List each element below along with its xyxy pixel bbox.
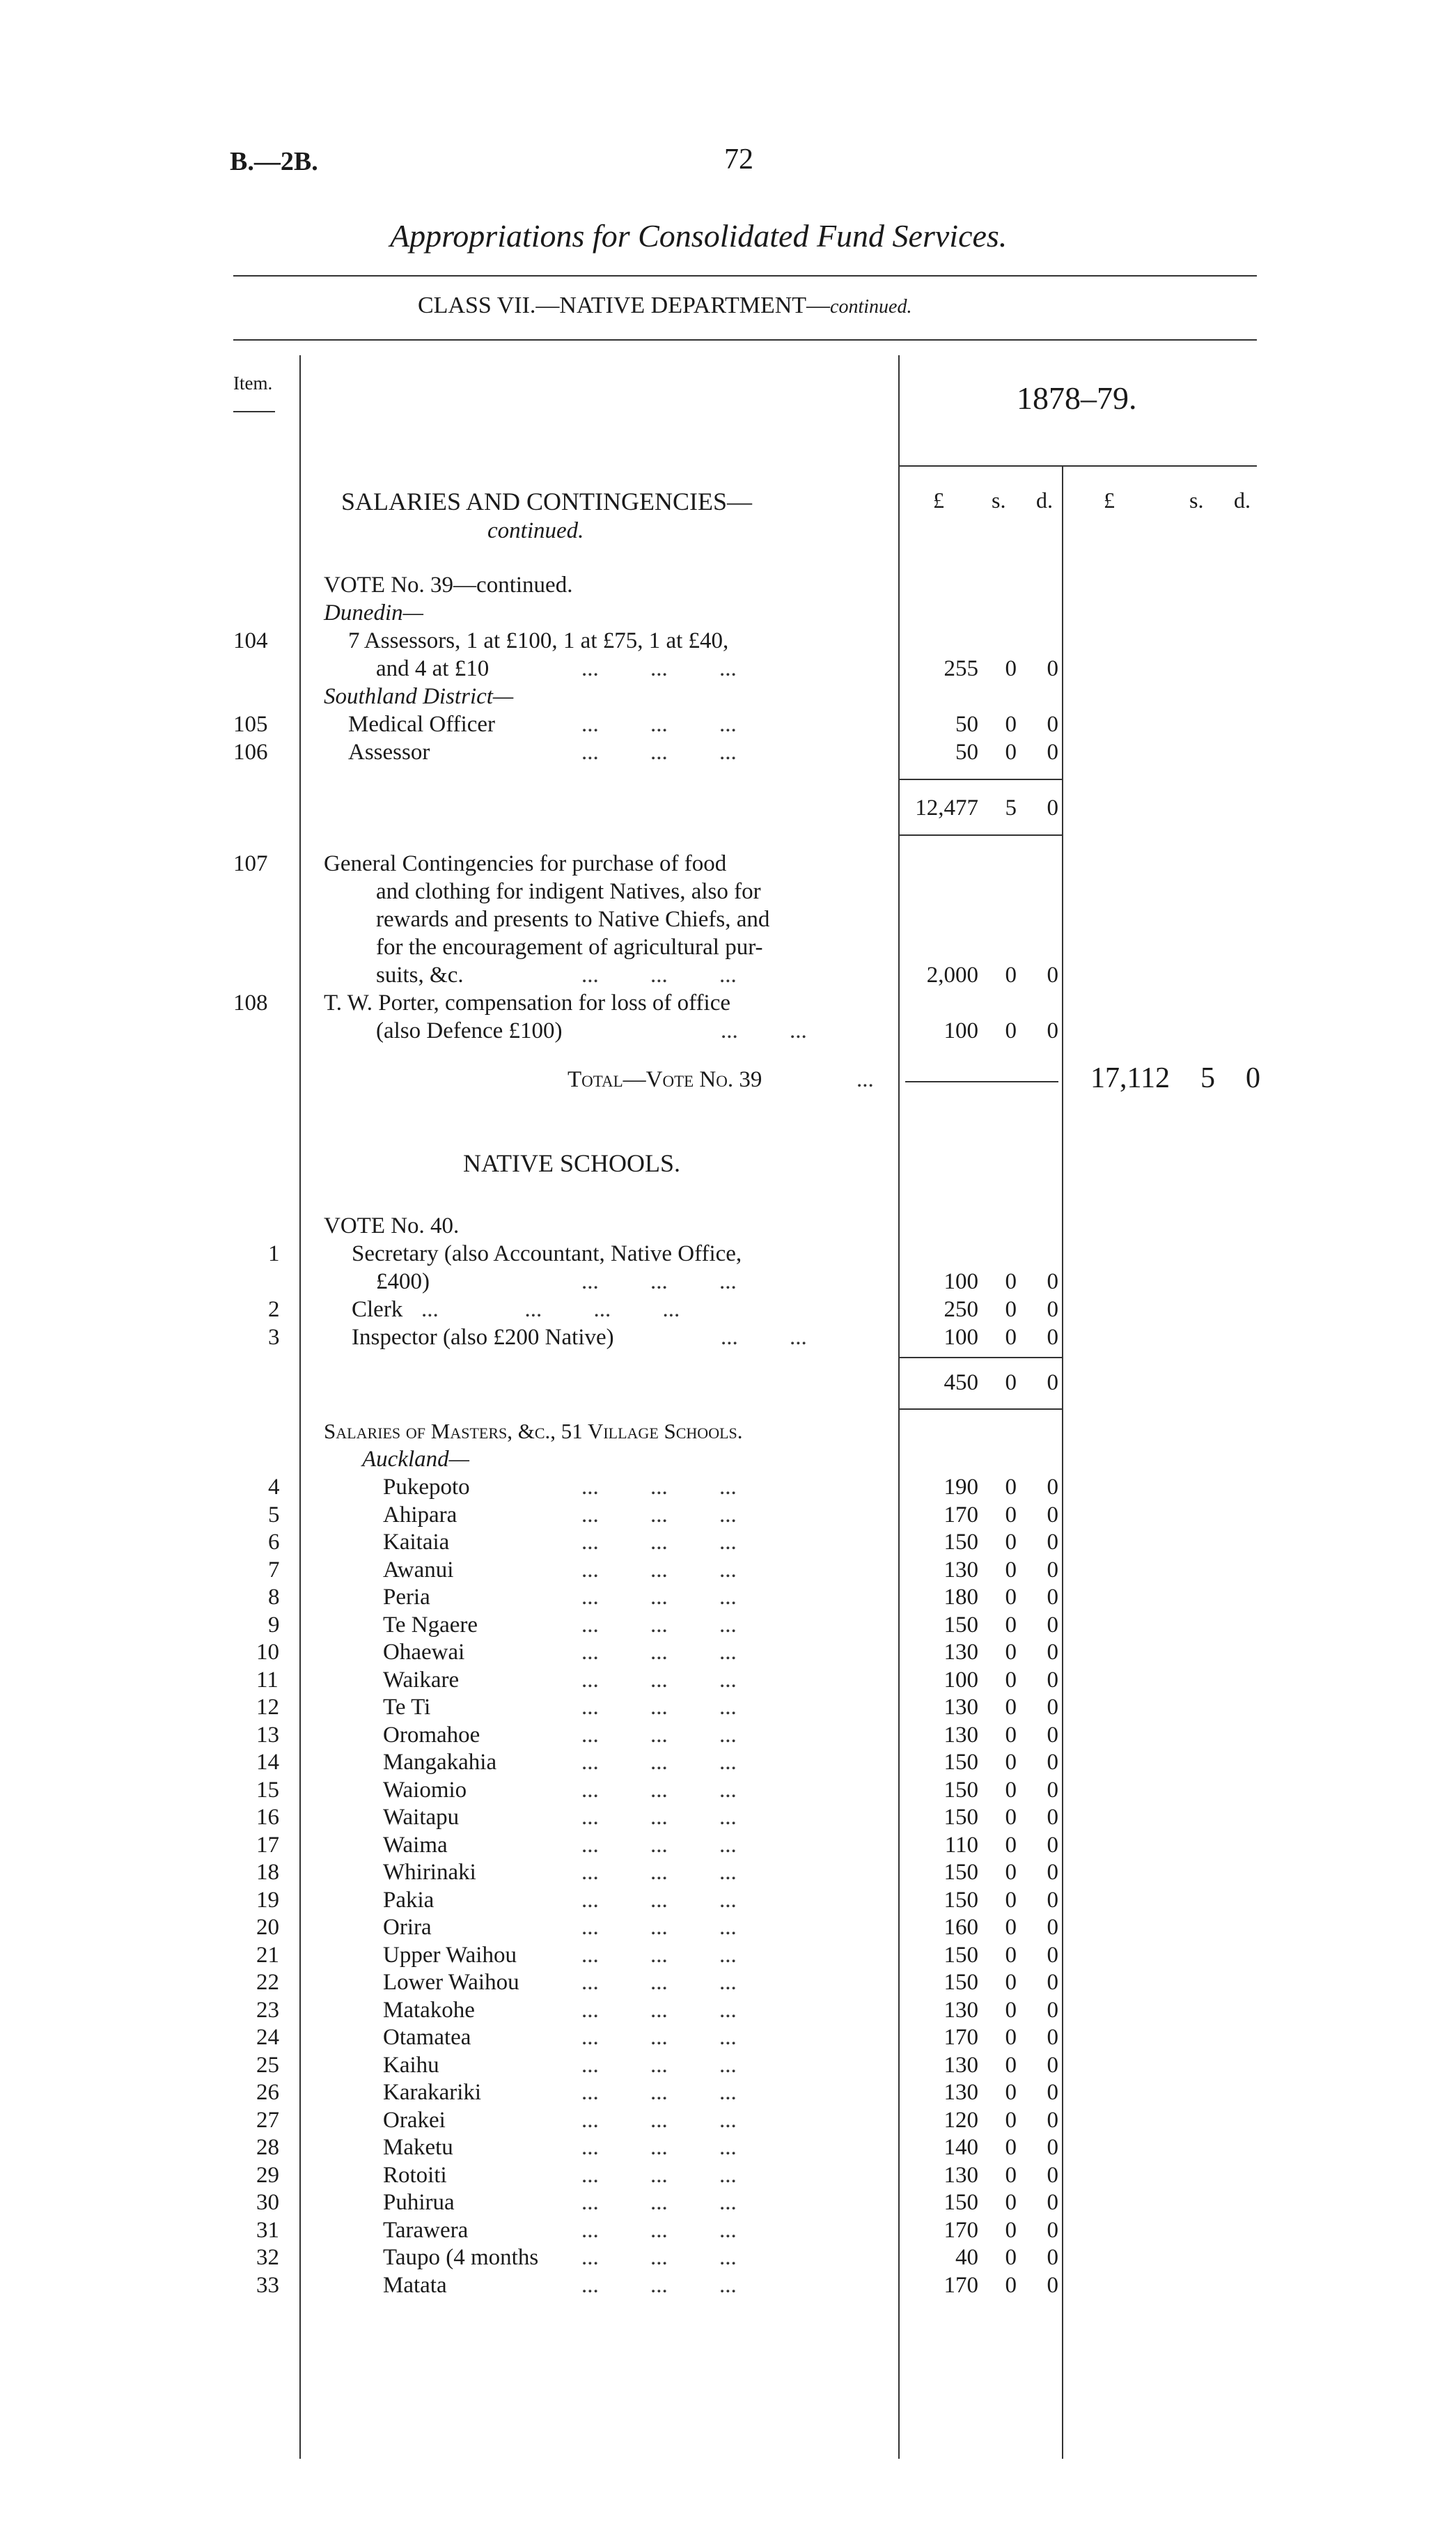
subtotal-rule bbox=[900, 1357, 1062, 1358]
item-number: 26 bbox=[256, 2080, 279, 2105]
amount-pence: 0 bbox=[1047, 2053, 1058, 2078]
school-name: Lower Waihou bbox=[383, 1970, 519, 1995]
total-dash bbox=[905, 1081, 1058, 1082]
leader-dots: ... ... ... bbox=[581, 1640, 737, 1665]
amount-pence: 0 bbox=[1047, 2025, 1058, 2050]
pence-header-total: d. bbox=[1234, 488, 1251, 513]
leader-dots: ... ... ... bbox=[581, 1723, 737, 1748]
leader-dots: ... ... ... bbox=[581, 2025, 737, 2050]
row-description: 7 Assessors, 1 at £100, 1 at £75, 1 at £40, bbox=[348, 628, 729, 653]
amount-shillings: 0 bbox=[1005, 1970, 1017, 1995]
amount-pence: 0 bbox=[1047, 1998, 1058, 2023]
school-name: Orira bbox=[383, 1915, 432, 1940]
amount-pounds: 170 bbox=[944, 2025, 978, 2050]
amount-pence: 0 bbox=[1047, 2163, 1058, 2188]
row-description: Inspector (also £200 Native) bbox=[352, 1325, 614, 1350]
item-number: 30 bbox=[256, 2190, 279, 2215]
amount-pence: 0 bbox=[1047, 2273, 1058, 2298]
item-number: 25 bbox=[256, 2053, 279, 2078]
leader-dots: ... ... ... bbox=[581, 1915, 737, 1940]
amount-pence: 0 bbox=[1047, 1833, 1058, 1858]
total-column-rule bbox=[1062, 467, 1063, 2459]
item-number: 108 bbox=[233, 990, 268, 1016]
native-schools-heading: NATIVE SCHOOLS. bbox=[463, 1149, 681, 1177]
amount-pence: 0 bbox=[1047, 1585, 1058, 1610]
amount-pounds: 40 bbox=[955, 2245, 978, 2270]
item-number: 22 bbox=[256, 1970, 279, 1995]
amount-shillings: 0 bbox=[1005, 2025, 1017, 2050]
item-number: 107 bbox=[233, 851, 268, 876]
subtotal-rule-bottom bbox=[900, 834, 1062, 836]
class-heading: CLASS VII.—NATIVE DEPARTMENT—continued. bbox=[418, 293, 912, 318]
amount-pounds: 150 bbox=[944, 1778, 978, 1803]
row-description: Clerk bbox=[352, 1297, 403, 1322]
school-name: Waima bbox=[383, 1833, 448, 1858]
item-number: 17 bbox=[256, 1833, 279, 1858]
item-number: 23 bbox=[256, 1998, 279, 2023]
amount-pence: 0 bbox=[1047, 1943, 1058, 1968]
amount-pounds: 150 bbox=[944, 1805, 978, 1830]
amount-shillings: 0 bbox=[1005, 1018, 1017, 1043]
school-name: Oromahoe bbox=[383, 1723, 480, 1748]
page-number: 72 bbox=[724, 143, 753, 176]
leader-dots: ... ... ... bbox=[581, 740, 737, 765]
amount-pence: 0 bbox=[1047, 2108, 1058, 2133]
amount-pounds: 130 bbox=[944, 1640, 978, 1665]
amount-pounds: 120 bbox=[944, 2108, 978, 2133]
leader-dots: ... ... ... bbox=[581, 1269, 737, 1294]
item-number: 106 bbox=[233, 740, 268, 765]
amount-pence: 0 bbox=[1047, 2218, 1058, 2243]
section-heading: SALARIES AND CONTINGENCIES— bbox=[341, 488, 753, 515]
total-shillings: 5 bbox=[1200, 1062, 1215, 1094]
school-name: Orakei bbox=[383, 2108, 446, 2133]
amount-shillings: 0 bbox=[1005, 1750, 1017, 1775]
leader-dots: ... ... ... bbox=[581, 1998, 737, 2023]
amount-shillings: 0 bbox=[1005, 1695, 1017, 1720]
school-name: Matata bbox=[383, 2273, 447, 2298]
school-name: Kaitaia bbox=[383, 1530, 450, 1555]
item-number: 105 bbox=[233, 712, 268, 737]
item-number: 33 bbox=[256, 2273, 279, 2298]
amount-shillings: 0 bbox=[1005, 1640, 1017, 1665]
school-name: Karakariki bbox=[383, 2080, 482, 2105]
row-description: General Contingencies for purchase of food bbox=[324, 851, 727, 876]
item-number: 3 bbox=[268, 1325, 280, 1350]
amount-pence: 0 bbox=[1047, 656, 1058, 681]
amount-pounds: 100 bbox=[944, 1325, 978, 1350]
school-name: Upper Waihou bbox=[383, 1943, 517, 1968]
item-number: 14 bbox=[256, 1750, 279, 1775]
item-number: 9 bbox=[268, 1612, 280, 1638]
district-southland: Southland District— bbox=[324, 684, 514, 709]
amount-shillings: 0 bbox=[1005, 1860, 1017, 1885]
item-number: 27 bbox=[256, 2108, 279, 2133]
subtotal-shillings: 5 bbox=[1005, 795, 1017, 821]
leader-dots: ... ... ... bbox=[581, 1695, 737, 1720]
amount-shillings: 0 bbox=[1005, 2273, 1017, 2298]
school-name: Mangakahia bbox=[383, 1750, 497, 1775]
school-name: Rotoiti bbox=[383, 2163, 447, 2188]
amount-pounds: 130 bbox=[944, 2163, 978, 2188]
leader-dots: ... ... ... bbox=[581, 656, 737, 681]
item-number: 31 bbox=[256, 2218, 279, 2243]
school-name: Otamatea bbox=[383, 2025, 471, 2050]
amount-pence: 0 bbox=[1047, 1915, 1058, 1940]
amount-pounds: 190 bbox=[944, 1475, 978, 1500]
amount-pounds: 130 bbox=[944, 1998, 978, 2023]
amount-shillings: 0 bbox=[1005, 1888, 1017, 1913]
amount-pence: 0 bbox=[1047, 1612, 1058, 1638]
school-name: Whirinaki bbox=[383, 1860, 476, 1885]
amount-shillings: 0 bbox=[1005, 1998, 1017, 2023]
amount-pence: 0 bbox=[1047, 1970, 1058, 1995]
amount-shillings: 0 bbox=[1005, 1557, 1017, 1583]
amount-pounds: 250 bbox=[944, 1297, 978, 1322]
school-name: Peria bbox=[383, 1585, 430, 1610]
amount-pounds: 50 bbox=[955, 712, 978, 737]
vote-39-label: VOTE No. 39—continued. bbox=[324, 573, 573, 598]
item-number: 1 bbox=[268, 1241, 280, 1266]
item-number: 12 bbox=[256, 1695, 279, 1720]
amount-pence: 0 bbox=[1047, 1502, 1058, 1528]
amount-pence: 0 bbox=[1047, 1888, 1058, 1913]
amount-pence: 0 bbox=[1047, 1723, 1058, 1748]
pound-header: £ bbox=[933, 488, 944, 513]
leader-dots: ... ... ... bbox=[581, 2053, 737, 2078]
item-number: 8 bbox=[268, 1585, 280, 1610]
row-description: (also Defence £100) bbox=[376, 1018, 563, 1043]
school-name: Pakia bbox=[383, 1888, 435, 1913]
amount-shillings: 0 bbox=[1005, 1668, 1017, 1693]
school-name: Taupo (4 months bbox=[383, 2245, 539, 2270]
amount-pence: 0 bbox=[1047, 1640, 1058, 1665]
amount-pence: 0 bbox=[1047, 2190, 1058, 2215]
amount-pounds: 150 bbox=[944, 1970, 978, 1995]
school-name: Tarawera bbox=[383, 2218, 469, 2243]
amount-pounds: 130 bbox=[944, 2080, 978, 2105]
amount-pence: 0 bbox=[1047, 1695, 1058, 1720]
item-number: 28 bbox=[256, 2135, 279, 2160]
amount-shillings: 0 bbox=[1005, 1778, 1017, 1803]
row-description: £400) bbox=[376, 1269, 430, 1294]
subtotal-rule-bottom bbox=[900, 1408, 1062, 1410]
amount-pounds: 110 bbox=[944, 1833, 978, 1858]
section-heading-continued: continued. bbox=[487, 518, 584, 543]
leader-dots: ... bbox=[856, 1067, 874, 1092]
row-description: suits, &c. bbox=[376, 963, 464, 988]
total-pounds: 17,112 bbox=[1090, 1062, 1170, 1094]
document-code: B.—2B. bbox=[230, 147, 318, 176]
leader-dots: ... ... ... bbox=[581, 2080, 737, 2105]
amount-pounds: 140 bbox=[944, 2135, 978, 2160]
row-description: Medical Officer bbox=[348, 712, 496, 737]
leader-dots: ... ... ... ... bbox=[421, 1297, 680, 1322]
amount-pounds: 170 bbox=[944, 2218, 978, 2243]
subtotal-pounds: 450 bbox=[944, 1370, 978, 1395]
shilling-header-total: s. bbox=[1189, 488, 1204, 513]
row-description: Assessor bbox=[348, 740, 430, 765]
row-description: for the encouragement of agricultural pur- bbox=[376, 935, 763, 960]
item-number: 24 bbox=[256, 2025, 279, 2050]
amount-pounds: 150 bbox=[944, 1530, 978, 1555]
leader-dots: ... ... ... bbox=[581, 1943, 737, 1968]
item-number: 16 bbox=[256, 1805, 279, 1830]
amount-shillings: 0 bbox=[1005, 1502, 1017, 1528]
amount-pence: 0 bbox=[1047, 2245, 1058, 2270]
total-pence: 0 bbox=[1246, 1062, 1260, 1094]
school-name: Ahipara bbox=[383, 1502, 457, 1528]
school-name: Te Ngaere bbox=[383, 1612, 478, 1638]
amount-pounds: 100 bbox=[944, 1018, 978, 1043]
item-label-underline bbox=[233, 411, 275, 412]
leader-dots: ... ... ... bbox=[581, 2190, 737, 2215]
district-auckland: Auckland— bbox=[362, 1447, 469, 1472]
amount-pence: 0 bbox=[1047, 1475, 1058, 1500]
amount-shillings: 0 bbox=[1005, 1805, 1017, 1830]
amount-pounds: 150 bbox=[944, 1860, 978, 1885]
amount-shillings: 0 bbox=[1005, 2135, 1017, 2160]
leader-dots: ... ... ... bbox=[581, 2135, 737, 2160]
row-description: T. W. Porter, compensation for loss of office bbox=[324, 990, 731, 1016]
amount-pence: 0 bbox=[1047, 1018, 1058, 1043]
leader-dots: ... ... ... bbox=[581, 1750, 737, 1775]
item-number: 11 bbox=[256, 1668, 279, 1693]
leader-dots: ... ... ... bbox=[581, 2273, 737, 2298]
item-number: 6 bbox=[268, 1530, 280, 1555]
school-name: Puhirua bbox=[383, 2190, 455, 2215]
title-rule bbox=[233, 275, 1257, 277]
school-name: Waitapu bbox=[383, 1805, 460, 1830]
row-description: and 4 at £10 bbox=[376, 656, 490, 681]
amount-shillings: 0 bbox=[1005, 656, 1017, 681]
leader-dots: ... ... ... bbox=[581, 2108, 737, 2133]
page-title: Appropriations for Consolidated Fund Services. bbox=[390, 218, 1008, 254]
item-number: 104 bbox=[233, 628, 268, 653]
item-number: 21 bbox=[256, 1943, 279, 1968]
amount-shillings: 0 bbox=[1005, 1297, 1017, 1322]
leader-dots: ... ... ... bbox=[581, 1833, 737, 1858]
amount-pence: 0 bbox=[1047, 1297, 1058, 1322]
subtotal-pence: 0 bbox=[1047, 1370, 1058, 1395]
amount-shillings: 0 bbox=[1005, 1612, 1017, 1638]
vote-total-label: Total—Vote No. 39 bbox=[567, 1067, 762, 1092]
school-name: Waiomio bbox=[383, 1778, 467, 1803]
row-description: and clothing for indigent Natives, also for bbox=[376, 879, 761, 904]
amount-pence: 0 bbox=[1047, 740, 1058, 765]
pence-header: d. bbox=[1036, 488, 1053, 513]
amount-pounds: 180 bbox=[944, 1585, 978, 1610]
item-number: 10 bbox=[256, 1640, 279, 1665]
amount-shillings: 0 bbox=[1005, 1585, 1017, 1610]
amount-pounds: 130 bbox=[944, 2053, 978, 2078]
amount-shillings: 0 bbox=[1005, 1530, 1017, 1555]
amount-pence: 0 bbox=[1047, 963, 1058, 988]
subtotal-shillings: 0 bbox=[1005, 1370, 1017, 1395]
row-description: Secretary (also Accountant, Native Office, bbox=[352, 1241, 742, 1266]
amount-pounds: 160 bbox=[944, 1915, 978, 1940]
amount-shillings: 0 bbox=[1005, 2080, 1017, 2105]
amount-pounds: 150 bbox=[944, 1612, 978, 1638]
amount-shillings: 0 bbox=[1005, 2163, 1017, 2188]
leader-dots: ... ... ... bbox=[581, 2163, 737, 2188]
amount-pence: 0 bbox=[1047, 1750, 1058, 1775]
leader-dots: ... ... ... bbox=[581, 1502, 737, 1528]
amount-pounds: 150 bbox=[944, 1943, 978, 1968]
amount-pounds: 255 bbox=[944, 656, 978, 681]
school-name: Pukepoto bbox=[383, 1475, 470, 1500]
amount-pence: 0 bbox=[1047, 2135, 1058, 2160]
amount-shillings: 0 bbox=[1005, 740, 1017, 765]
leader-dots: ... ... bbox=[721, 1325, 807, 1350]
amount-pounds: 130 bbox=[944, 1695, 978, 1720]
amount-pence: 0 bbox=[1047, 1860, 1058, 1885]
amount-pounds: 100 bbox=[944, 1668, 978, 1693]
item-number: 20 bbox=[256, 1915, 279, 1940]
amount-shillings: 0 bbox=[1005, 1269, 1017, 1294]
amount-pounds: 170 bbox=[944, 1502, 978, 1528]
item-number: 18 bbox=[256, 1860, 279, 1885]
leader-dots: ... ... ... bbox=[581, 1585, 737, 1610]
item-number: 5 bbox=[268, 1502, 280, 1528]
leader-dots: ... ... bbox=[721, 1018, 807, 1043]
amount-pounds: 150 bbox=[944, 1750, 978, 1775]
school-name: Waikare bbox=[383, 1668, 460, 1693]
leader-dots: ... ... ... bbox=[581, 963, 737, 988]
amount-shillings: 0 bbox=[1005, 963, 1017, 988]
amount-shillings: 0 bbox=[1005, 2190, 1017, 2215]
school-name: Awanui bbox=[383, 1557, 454, 1583]
subtotal-pounds: 12,477 bbox=[915, 795, 978, 821]
amount-shillings: 0 bbox=[1005, 2245, 1017, 2270]
item-number: 32 bbox=[256, 2245, 279, 2270]
amount-pence: 0 bbox=[1047, 1778, 1058, 1803]
leader-dots: ... ... ... bbox=[581, 1888, 737, 1913]
leader-dots: ... ... ... bbox=[581, 2245, 737, 2270]
leader-dots: ... ... ... bbox=[581, 1668, 737, 1693]
year-heading: 1878–79. bbox=[1017, 380, 1137, 416]
leader-dots: ... ... ... bbox=[581, 1860, 737, 1885]
subtotal-pence: 0 bbox=[1047, 795, 1058, 821]
item-number: 29 bbox=[256, 2163, 279, 2188]
leader-dots: ... ... ... bbox=[581, 712, 737, 737]
year-rule bbox=[898, 465, 1257, 467]
leader-dots: ... ... ... bbox=[581, 1475, 737, 1500]
amount-shillings: 0 bbox=[1005, 1833, 1017, 1858]
amount-pounds: 50 bbox=[955, 740, 978, 765]
amount-shillings: 0 bbox=[1005, 1475, 1017, 1500]
school-name: Ohaewai bbox=[383, 1640, 465, 1665]
amount-shillings: 0 bbox=[1005, 1723, 1017, 1748]
amount-shillings: 0 bbox=[1005, 712, 1017, 737]
row-description: rewards and presents to Native Chiefs, and bbox=[376, 907, 770, 932]
item-number: 15 bbox=[256, 1778, 279, 1803]
leader-dots: ... ... ... bbox=[581, 1612, 737, 1638]
amount-column-rule bbox=[898, 355, 900, 2459]
school-name: Te Ti bbox=[383, 1695, 431, 1720]
amount-pence: 0 bbox=[1047, 1557, 1058, 1583]
amount-pounds: 150 bbox=[944, 1888, 978, 1913]
amount-shillings: 0 bbox=[1005, 2218, 1017, 2243]
shilling-header: s. bbox=[992, 488, 1006, 513]
vote-40-label: VOTE No. 40. bbox=[324, 1213, 460, 1238]
amount-shillings: 0 bbox=[1005, 1943, 1017, 1968]
amount-shillings: 0 bbox=[1005, 1325, 1017, 1350]
amount-shillings: 0 bbox=[1005, 2053, 1017, 2078]
item-column-rule bbox=[299, 355, 301, 2459]
masters-heading: Salaries of Masters, &c., 51 Village Schools. bbox=[324, 1419, 743, 1443]
leader-dots: ... ... ... bbox=[581, 1805, 737, 1830]
amount-pence: 0 bbox=[1047, 1530, 1058, 1555]
amount-shillings: 0 bbox=[1005, 1915, 1017, 1940]
school-name: Matakohe bbox=[383, 1998, 475, 2023]
amount-pounds: 2,000 bbox=[926, 963, 978, 988]
amount-pounds: 130 bbox=[944, 1557, 978, 1583]
amount-pounds: 100 bbox=[944, 1269, 978, 1294]
amount-pence: 0 bbox=[1047, 712, 1058, 737]
leader-dots: ... ... ... bbox=[581, 1778, 737, 1803]
amount-pounds: 130 bbox=[944, 1723, 978, 1748]
amount-pounds: 170 bbox=[944, 2273, 978, 2298]
school-name: Maketu bbox=[383, 2135, 453, 2160]
pound-header-total: £ bbox=[1104, 488, 1115, 513]
item-number: 4 bbox=[268, 1475, 280, 1500]
item-number: 13 bbox=[256, 1723, 279, 1748]
leader-dots: ... ... ... bbox=[581, 1970, 737, 1995]
leader-dots: ... ... ... bbox=[581, 1557, 737, 1583]
table-top-rule bbox=[233, 339, 1257, 341]
amount-pence: 0 bbox=[1047, 1668, 1058, 1693]
leader-dots: ... ... ... bbox=[581, 2218, 737, 2243]
amount-pounds: 150 bbox=[944, 2190, 978, 2215]
subtotal-rule bbox=[900, 779, 1062, 780]
amount-pence: 0 bbox=[1047, 1325, 1058, 1350]
item-number: 2 bbox=[268, 1297, 280, 1322]
item-number: 7 bbox=[268, 1557, 280, 1583]
district-dunedin: Dunedin— bbox=[324, 600, 423, 625]
leader-dots: ... ... ... bbox=[581, 1530, 737, 1555]
item-column-label: Item. bbox=[233, 373, 273, 394]
amount-pence: 0 bbox=[1047, 1805, 1058, 1830]
amount-shillings: 0 bbox=[1005, 2108, 1017, 2133]
amount-pence: 0 bbox=[1047, 1269, 1058, 1294]
item-number: 19 bbox=[256, 1888, 279, 1913]
school-name: Kaihu bbox=[383, 2053, 439, 2078]
amount-pence: 0 bbox=[1047, 2080, 1058, 2105]
